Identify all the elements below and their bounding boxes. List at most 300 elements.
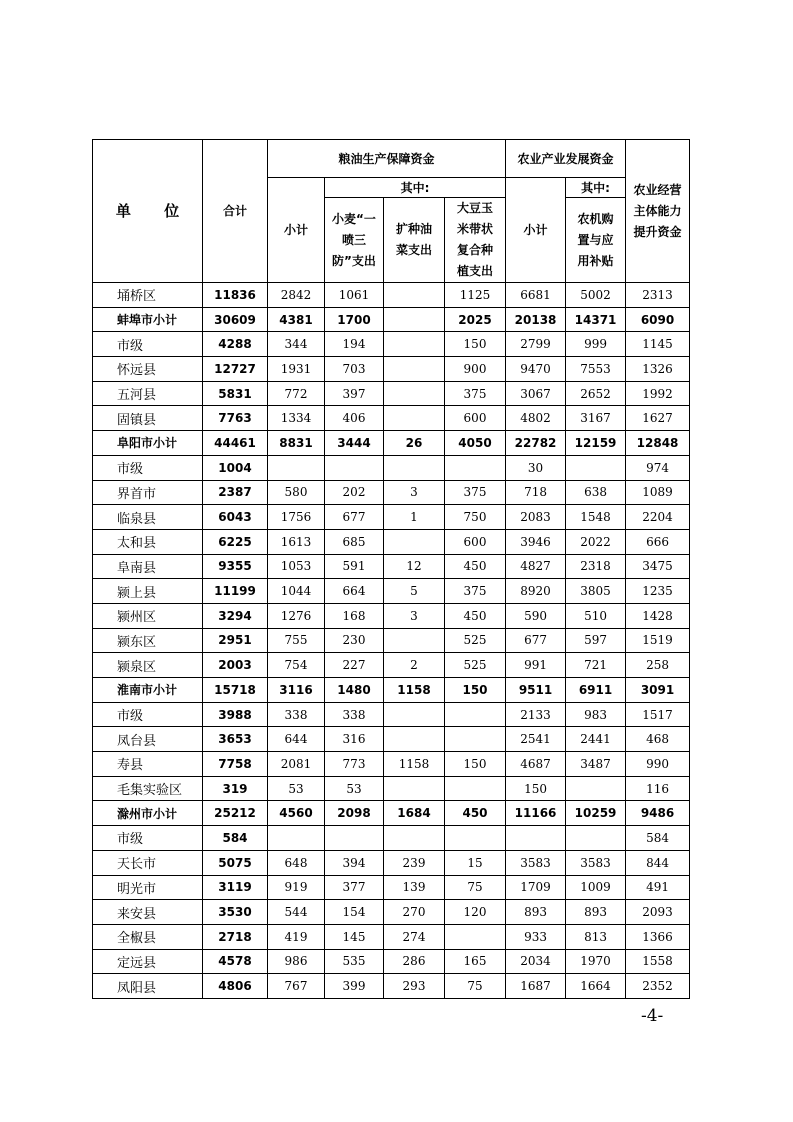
soybean-corn-cell: 4050 [445,431,506,456]
total-cell: 2718 [203,924,268,949]
table-row [93,283,690,308]
grain-subtotal-cell: 1334 [268,406,325,431]
total-cell: 3653 [203,727,268,752]
wheat-cell: 194 [325,332,384,357]
machinery-cell: 638 [566,480,626,505]
grain-subtotal-cell: 1044 [268,579,325,604]
machinery-cell: 10259 [566,801,626,826]
unit-name: 市级 [93,455,203,480]
grain-subtotal-cell: 580 [268,480,325,505]
header-agri-group: 农业产业发展资金 [506,140,626,178]
wheat-cell: 316 [325,727,384,752]
capacity-cell: 116 [626,776,690,801]
table-row [93,357,690,382]
agri-subtotal-cell: 150 [506,776,566,801]
rapeseed-cell: 3 [384,480,445,505]
wheat-cell: 154 [325,900,384,925]
table-row [93,579,690,604]
header-machinery-label: 农机购置与应用补贴 [577,211,614,268]
machinery-cell: 14371 [566,307,626,332]
table-row [93,875,690,900]
rapeseed-cell [384,381,445,406]
table-row [93,554,690,579]
grain-subtotal-cell: 1053 [268,554,325,579]
total-cell: 2951 [203,628,268,653]
agri-subtotal-cell: 11166 [506,801,566,826]
table-row [93,603,690,628]
total-cell: 3530 [203,900,268,925]
wheat-cell: 677 [325,505,384,530]
capacity-cell: 974 [626,455,690,480]
machinery-cell [566,826,626,851]
header-agri-subtotal: 小计 [506,178,566,283]
capacity-cell: 2204 [626,505,690,530]
header-agri-of-which: 其中: [566,178,626,198]
agri-subtotal-cell: 6681 [506,283,566,308]
soybean-corn-cell: 1125 [445,283,506,308]
table-row [93,949,690,974]
wheat-cell: 1700 [325,307,384,332]
table-row [93,455,690,480]
unit-name: 滁州市小计 [93,801,203,826]
capacity-cell: 1428 [626,603,690,628]
machinery-cell: 6911 [566,678,626,703]
machinery-cell: 5002 [566,283,626,308]
soybean-corn-cell: 375 [445,480,506,505]
machinery-cell [566,455,626,480]
rapeseed-cell: 26 [384,431,445,456]
unit-name: 颍州区 [93,603,203,628]
header-grain-of-which: 其中: [325,178,506,198]
agri-subtotal-cell: 9511 [506,678,566,703]
unit-name: 怀远县 [93,357,203,382]
soybean-corn-cell: 450 [445,801,506,826]
machinery-cell: 3805 [566,579,626,604]
rapeseed-cell: 12 [384,554,445,579]
agri-subtotal-cell: 20138 [506,307,566,332]
capacity-cell: 1992 [626,381,690,406]
rapeseed-cell [384,332,445,357]
total-cell: 584 [203,826,268,851]
agri-subtotal-cell: 2133 [506,702,566,727]
soybean-corn-cell: 525 [445,628,506,653]
header-grain-subtotal: 小计 [268,178,325,283]
machinery-cell: 1009 [566,875,626,900]
total-cell: 6225 [203,529,268,554]
grain-subtotal-cell: 2842 [268,283,325,308]
capacity-cell: 1517 [626,702,690,727]
table-row [93,850,690,875]
rapeseed-cell [384,406,445,431]
rapeseed-cell [384,628,445,653]
agri-subtotal-cell: 1687 [506,974,566,999]
table-row [93,752,690,777]
table-header [93,140,690,283]
machinery-cell: 1548 [566,505,626,530]
agri-subtotal-cell [506,826,566,851]
wheat-cell: 53 [325,776,384,801]
wheat-cell: 227 [325,653,384,678]
soybean-corn-cell: 150 [445,678,506,703]
machinery-cell: 721 [566,653,626,678]
unit-name: 太和县 [93,529,203,554]
table-row [93,529,690,554]
rapeseed-cell: 239 [384,850,445,875]
unit-name: 颍东区 [93,628,203,653]
machinery-cell: 2022 [566,529,626,554]
rapeseed-cell: 1684 [384,801,445,826]
rapeseed-cell [384,283,445,308]
total-cell: 11199 [203,579,268,604]
capacity-cell: 990 [626,752,690,777]
grain-subtotal-cell: 767 [268,974,325,999]
capacity-cell: 9486 [626,801,690,826]
total-cell: 11836 [203,283,268,308]
total-cell: 1004 [203,455,268,480]
soybean-corn-cell: 75 [445,875,506,900]
rapeseed-cell: 5 [384,579,445,604]
rapeseed-cell: 1158 [384,752,445,777]
unit-name: 来安县 [93,900,203,925]
total-cell: 319 [203,776,268,801]
soybean-corn-cell: 900 [445,357,506,382]
unit-name: 蚌埠市小计 [93,307,203,332]
agri-subtotal-cell: 22782 [506,431,566,456]
unit-name: 阜阳市小计 [93,431,203,456]
wheat-cell: 145 [325,924,384,949]
grain-subtotal-cell: 648 [268,850,325,875]
machinery-cell: 7553 [566,357,626,382]
grain-subtotal-cell: 754 [268,653,325,678]
machinery-cell: 12159 [566,431,626,456]
rapeseed-cell: 1 [384,505,445,530]
unit-name: 市级 [93,826,203,851]
unit-name: 市级 [93,702,203,727]
total-cell: 3119 [203,875,268,900]
soybean-corn-cell [445,455,506,480]
grain-subtotal-cell: 919 [268,875,325,900]
rapeseed-cell: 139 [384,875,445,900]
wheat-cell [325,826,384,851]
total-cell: 4806 [203,974,268,999]
soybean-corn-cell: 75 [445,974,506,999]
grain-subtotal-cell: 344 [268,332,325,357]
agri-subtotal-cell: 893 [506,900,566,925]
agri-subtotal-cell: 9470 [506,357,566,382]
rapeseed-cell: 1158 [384,678,445,703]
unit-name: 颍上县 [93,579,203,604]
header-wheat [325,198,384,283]
wheat-cell: 230 [325,628,384,653]
wheat-cell: 377 [325,875,384,900]
header-soybean-corn-label: 大豆玉米带状复合种植支出 [456,201,493,278]
table-row [93,431,690,456]
total-cell: 2387 [203,480,268,505]
agri-subtotal-cell: 2034 [506,949,566,974]
agri-subtotal-cell: 2083 [506,505,566,530]
machinery-cell: 3583 [566,850,626,875]
agri-subtotal-cell: 933 [506,924,566,949]
unit-name: 埇桥区 [93,283,203,308]
unit-name: 颍泉区 [93,653,203,678]
table-row [93,505,690,530]
unit-name: 凤阳县 [93,974,203,999]
soybean-corn-cell: 600 [445,406,506,431]
total-cell: 2003 [203,653,268,678]
machinery-cell [566,776,626,801]
capacity-cell: 1235 [626,579,690,604]
table-row [93,332,690,357]
total-cell: 5831 [203,381,268,406]
machinery-cell: 1664 [566,974,626,999]
unit-name: 凤台县 [93,727,203,752]
capacity-cell: 3091 [626,678,690,703]
capacity-cell: 1366 [626,924,690,949]
rapeseed-cell: 274 [384,924,445,949]
unit-name: 明光市 [93,875,203,900]
unit-name: 毛集实验区 [93,776,203,801]
rapeseed-cell: 293 [384,974,445,999]
wheat-cell: 202 [325,480,384,505]
machinery-cell: 3487 [566,752,626,777]
total-cell: 6043 [203,505,268,530]
total-cell: 9355 [203,554,268,579]
wheat-cell: 664 [325,579,384,604]
rapeseed-cell [384,727,445,752]
unit-name: 定远县 [93,949,203,974]
rapeseed-cell [384,776,445,801]
soybean-corn-cell: 450 [445,603,506,628]
header-soybean-corn [445,198,506,283]
unit-name: 五河县 [93,381,203,406]
machinery-cell: 2318 [566,554,626,579]
rapeseed-cell: 286 [384,949,445,974]
header-entity-capacity [626,140,690,283]
soybean-corn-cell [445,727,506,752]
machinery-cell: 999 [566,332,626,357]
machinery-cell: 3167 [566,406,626,431]
wheat-cell: 168 [325,603,384,628]
header-entity-capacity-label: 农业经营主体能力提升资金 [633,182,682,239]
table-row [93,678,690,703]
total-cell: 3988 [203,702,268,727]
table-row [93,480,690,505]
grain-subtotal-cell: 986 [268,949,325,974]
grain-subtotal-cell: 53 [268,776,325,801]
agri-subtotal-cell: 718 [506,480,566,505]
grain-subtotal-cell: 1276 [268,603,325,628]
capacity-cell: 1519 [626,628,690,653]
capacity-cell: 491 [626,875,690,900]
unit-name: 寿县 [93,752,203,777]
agri-subtotal-cell: 8920 [506,579,566,604]
unit-name: 全椒县 [93,924,203,949]
rapeseed-cell: 2 [384,653,445,678]
machinery-cell: 2652 [566,381,626,406]
rapeseed-cell [384,357,445,382]
agri-subtotal-cell: 2541 [506,727,566,752]
unit-name: 固镇县 [93,406,203,431]
capacity-cell: 2313 [626,283,690,308]
rapeseed-cell: 270 [384,900,445,925]
agri-subtotal-cell: 677 [506,628,566,653]
agri-subtotal-cell: 991 [506,653,566,678]
machinery-cell: 1970 [566,949,626,974]
soybean-corn-cell: 165 [445,949,506,974]
funding-table [92,139,690,999]
agri-subtotal-cell: 30 [506,455,566,480]
capacity-cell: 1558 [626,949,690,974]
grain-subtotal-cell: 4560 [268,801,325,826]
table-row [93,653,690,678]
table-row [93,307,690,332]
agri-subtotal-cell: 4827 [506,554,566,579]
grain-subtotal-cell [268,826,325,851]
wheat-cell: 591 [325,554,384,579]
total-cell: 12727 [203,357,268,382]
grain-subtotal-cell: 544 [268,900,325,925]
wheat-cell: 535 [325,949,384,974]
soybean-corn-cell: 150 [445,752,506,777]
agri-subtotal-cell: 3067 [506,381,566,406]
soybean-corn-cell: 375 [445,381,506,406]
capacity-cell: 584 [626,826,690,851]
grain-subtotal-cell: 2081 [268,752,325,777]
header-machinery [566,198,626,283]
unit-name: 市级 [93,332,203,357]
header-rapeseed-label: 扩种油菜支出 [395,222,432,257]
grain-subtotal-cell: 8831 [268,431,325,456]
table-row [93,406,690,431]
wheat-cell: 703 [325,357,384,382]
soybean-corn-cell [445,702,506,727]
table-row [93,381,690,406]
wheat-cell: 1061 [325,283,384,308]
table-row [93,801,690,826]
table-body [93,283,690,999]
header-grain-group: 粮油生产保障资金 [268,140,506,178]
grain-subtotal-cell: 3116 [268,678,325,703]
capacity-cell: 12848 [626,431,690,456]
wheat-cell: 394 [325,850,384,875]
machinery-cell: 510 [566,603,626,628]
agri-subtotal-cell: 3583 [506,850,566,875]
grain-subtotal-cell: 4381 [268,307,325,332]
rapeseed-cell [384,826,445,851]
table-row [93,727,690,752]
capacity-cell: 1089 [626,480,690,505]
wheat-cell: 685 [325,529,384,554]
soybean-corn-cell: 120 [445,900,506,925]
total-cell: 5075 [203,850,268,875]
agri-subtotal-cell: 590 [506,603,566,628]
soybean-corn-cell: 750 [445,505,506,530]
wheat-cell [325,455,384,480]
rapeseed-cell: 3 [384,603,445,628]
agri-subtotal-cell: 4687 [506,752,566,777]
table-row [93,702,690,727]
soybean-corn-cell: 375 [445,579,506,604]
capacity-cell: 2352 [626,974,690,999]
soybean-corn-cell [445,776,506,801]
total-cell: 4288 [203,332,268,357]
page-number: -4- [641,1006,664,1026]
grain-subtotal-cell: 1756 [268,505,325,530]
agri-subtotal-cell: 2799 [506,332,566,357]
capacity-cell: 844 [626,850,690,875]
header-wheat-label: 小麦“一喷三防”支出 [332,211,376,268]
soybean-corn-cell: 600 [445,529,506,554]
agri-subtotal-cell: 3946 [506,529,566,554]
table-row [93,900,690,925]
soybean-corn-cell [445,826,506,851]
header-rapeseed [384,198,445,283]
wheat-cell: 773 [325,752,384,777]
table-row [93,776,690,801]
rapeseed-cell [384,307,445,332]
agri-subtotal-cell: 1709 [506,875,566,900]
grain-subtotal-cell: 1613 [268,529,325,554]
total-cell: 44461 [203,431,268,456]
total-cell: 15718 [203,678,268,703]
total-cell: 30609 [203,307,268,332]
capacity-cell: 3475 [626,554,690,579]
capacity-cell: 468 [626,727,690,752]
wheat-cell: 406 [325,406,384,431]
wheat-cell: 2098 [325,801,384,826]
soybean-corn-cell: 450 [445,554,506,579]
unit-name: 天长市 [93,850,203,875]
total-cell: 7763 [203,406,268,431]
soybean-corn-cell: 15 [445,850,506,875]
unit-name: 阜南县 [93,554,203,579]
total-cell: 7758 [203,752,268,777]
grain-subtotal-cell: 419 [268,924,325,949]
header-total: 合计 [203,140,268,283]
agri-subtotal-cell: 4802 [506,406,566,431]
grain-subtotal-cell: 772 [268,381,325,406]
grain-subtotal-cell: 644 [268,727,325,752]
soybean-corn-cell [445,924,506,949]
capacity-cell: 6090 [626,307,690,332]
table-row [93,628,690,653]
unit-name: 淮南市小计 [93,678,203,703]
wheat-cell: 1480 [325,678,384,703]
unit-name: 界首市 [93,480,203,505]
rapeseed-cell [384,529,445,554]
table-row [93,924,690,949]
total-cell: 25212 [203,801,268,826]
capacity-cell: 1145 [626,332,690,357]
capacity-cell: 666 [626,529,690,554]
wheat-cell: 397 [325,381,384,406]
unit-name: 临泉县 [93,505,203,530]
table-row [93,826,690,851]
capacity-cell: 258 [626,653,690,678]
capacity-cell: 1627 [626,406,690,431]
machinery-cell: 2441 [566,727,626,752]
machinery-cell: 983 [566,702,626,727]
rapeseed-cell [384,702,445,727]
total-cell: 4578 [203,949,268,974]
table-row [93,974,690,999]
machinery-cell: 893 [566,900,626,925]
grain-subtotal-cell [268,455,325,480]
rapeseed-cell [384,455,445,480]
wheat-cell: 338 [325,702,384,727]
soybean-corn-cell: 150 [445,332,506,357]
grain-subtotal-cell: 1931 [268,357,325,382]
